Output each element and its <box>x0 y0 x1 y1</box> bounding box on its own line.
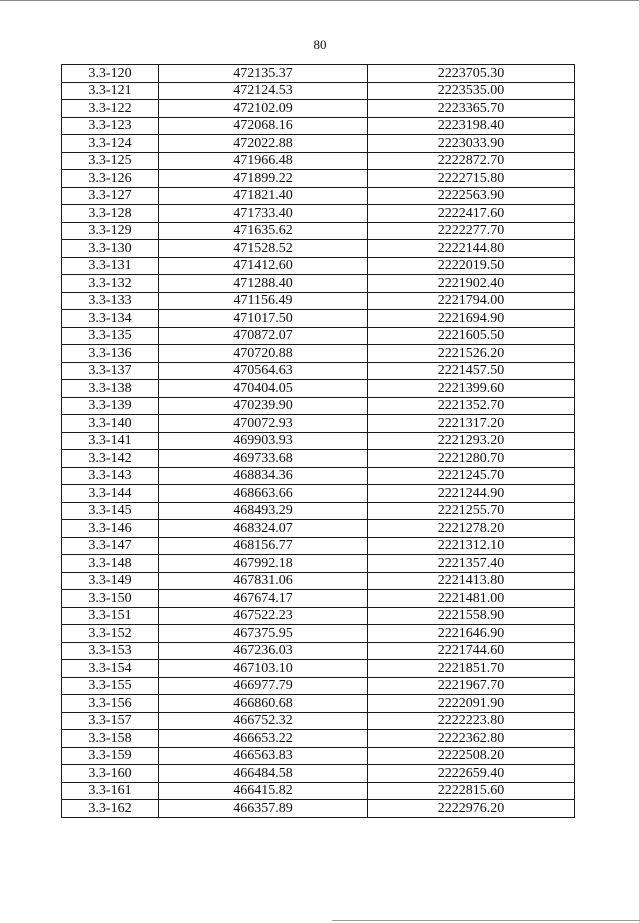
y-coordinate-cell: 2221558.90 <box>368 607 575 625</box>
point-id-cell: 3.3-126 <box>62 170 159 188</box>
point-id-cell: 3.3-120 <box>62 65 159 83</box>
x-coordinate-cell: 470872.07 <box>159 327 368 345</box>
table-row <box>62 607 575 625</box>
x-coordinate-cell: 472102.09 <box>159 100 368 118</box>
table-row <box>62 415 575 433</box>
point-id-cell: 3.3-154 <box>62 660 159 678</box>
page-number: 80 <box>313 37 327 52</box>
table-row <box>62 82 575 100</box>
point-id-cell: 3.3-144 <box>62 485 159 503</box>
table-row <box>62 170 575 188</box>
x-coordinate-cell: 470072.93 <box>159 415 368 433</box>
y-coordinate-cell: 2223535.00 <box>368 82 575 100</box>
table-row <box>62 450 575 468</box>
y-coordinate-cell: 2223365.70 <box>368 100 575 118</box>
point-id-cell: 3.3-157 <box>62 712 159 730</box>
point-id-cell: 3.3-137 <box>62 362 159 380</box>
y-coordinate-cell: 2223705.30 <box>368 65 575 83</box>
y-coordinate-cell: 2221255.70 <box>368 502 575 520</box>
x-coordinate-cell: 466415.82 <box>159 782 368 800</box>
table-row <box>62 275 575 293</box>
x-coordinate-cell: 471288.40 <box>159 275 368 293</box>
x-coordinate-cell: 468834.36 <box>159 467 368 485</box>
table-row <box>62 782 575 800</box>
table-row <box>62 135 575 153</box>
y-coordinate-cell: 2222659.40 <box>368 765 575 783</box>
point-id-cell: 3.3-140 <box>62 415 159 433</box>
table-row <box>62 327 575 345</box>
x-coordinate-cell: 467375.95 <box>159 625 368 643</box>
point-id-cell: 3.3-123 <box>62 117 159 135</box>
x-coordinate-cell: 466977.79 <box>159 677 368 695</box>
x-coordinate-cell: 471899.22 <box>159 170 368 188</box>
y-coordinate-cell: 2221399.60 <box>368 380 575 398</box>
point-id-cell: 3.3-136 <box>62 345 159 363</box>
point-id-cell: 3.3-124 <box>62 135 159 153</box>
table-row <box>62 187 575 205</box>
x-coordinate-cell: 470564.63 <box>159 362 368 380</box>
point-id-cell: 3.3-141 <box>62 432 159 450</box>
table-row <box>62 222 575 240</box>
table-row <box>62 380 575 398</box>
x-coordinate-cell: 467522.23 <box>159 607 368 625</box>
y-coordinate-cell: 2222417.60 <box>368 205 575 223</box>
y-coordinate-cell: 2221244.90 <box>368 485 575 503</box>
table-row <box>62 117 575 135</box>
y-coordinate-cell: 2221851.70 <box>368 660 575 678</box>
point-id-cell: 3.3-158 <box>62 730 159 748</box>
x-coordinate-cell: 471412.60 <box>159 257 368 275</box>
x-coordinate-cell: 471528.52 <box>159 240 368 258</box>
point-id-cell: 3.3-156 <box>62 695 159 713</box>
x-coordinate-cell: 468324.07 <box>159 520 368 538</box>
table-row <box>62 467 575 485</box>
point-id-cell: 3.3-125 <box>62 152 159 170</box>
table-row <box>62 205 575 223</box>
y-coordinate-cell: 2221278.20 <box>368 520 575 538</box>
y-coordinate-cell: 2222508.20 <box>368 747 575 765</box>
table-row <box>62 65 575 83</box>
point-id-cell: 3.3-145 <box>62 502 159 520</box>
y-coordinate-cell: 2223198.40 <box>368 117 575 135</box>
point-id-cell: 3.3-129 <box>62 222 159 240</box>
x-coordinate-cell: 466563.83 <box>159 747 368 765</box>
table-row <box>62 800 575 818</box>
table-row <box>62 677 575 695</box>
table-row <box>62 572 575 590</box>
table-row <box>62 660 575 678</box>
x-coordinate-cell: 466752.32 <box>159 712 368 730</box>
y-coordinate-cell: 2222872.70 <box>368 152 575 170</box>
table-row <box>62 642 575 660</box>
y-coordinate-cell: 2221481.00 <box>368 590 575 608</box>
x-coordinate-cell: 467236.03 <box>159 642 368 660</box>
coordinates-table-body <box>62 65 575 818</box>
table-row <box>62 747 575 765</box>
y-coordinate-cell: 2221605.50 <box>368 327 575 345</box>
y-coordinate-cell: 2222563.90 <box>368 187 575 205</box>
point-id-cell: 3.3-131 <box>62 257 159 275</box>
x-coordinate-cell: 471733.40 <box>159 205 368 223</box>
y-coordinate-cell: 2222019.50 <box>368 257 575 275</box>
y-coordinate-cell: 2223033.90 <box>368 135 575 153</box>
x-coordinate-cell: 472068.16 <box>159 117 368 135</box>
x-coordinate-cell: 468663.66 <box>159 485 368 503</box>
x-coordinate-cell: 472135.37 <box>159 65 368 83</box>
point-id-cell: 3.3-142 <box>62 450 159 468</box>
y-coordinate-cell: 2221457.50 <box>368 362 575 380</box>
y-coordinate-cell: 2222362.80 <box>368 730 575 748</box>
point-id-cell: 3.3-147 <box>62 537 159 555</box>
y-coordinate-cell: 2221694.90 <box>368 310 575 328</box>
table-row <box>62 257 575 275</box>
y-coordinate-cell: 2221744.60 <box>368 642 575 660</box>
point-id-cell: 3.3-128 <box>62 205 159 223</box>
table-row <box>62 397 575 415</box>
point-id-cell: 3.3-130 <box>62 240 159 258</box>
point-id-cell: 3.3-143 <box>62 467 159 485</box>
table-row <box>62 485 575 503</box>
x-coordinate-cell: 468156.77 <box>159 537 368 555</box>
table-row <box>62 590 575 608</box>
y-coordinate-cell: 2221352.70 <box>368 397 575 415</box>
point-id-cell: 3.3-153 <box>62 642 159 660</box>
table-row <box>62 292 575 310</box>
point-id-cell: 3.3-127 <box>62 187 159 205</box>
point-id-cell: 3.3-121 <box>62 82 159 100</box>
point-id-cell: 3.3-150 <box>62 590 159 608</box>
x-coordinate-cell: 466653.22 <box>159 730 368 748</box>
table-row <box>62 695 575 713</box>
x-coordinate-cell: 471635.62 <box>159 222 368 240</box>
y-coordinate-cell: 2221794.00 <box>368 292 575 310</box>
point-id-cell: 3.3-139 <box>62 397 159 415</box>
y-coordinate-cell: 2222144.80 <box>368 240 575 258</box>
x-coordinate-cell: 467831.06 <box>159 572 368 590</box>
x-coordinate-cell: 467992.18 <box>159 555 368 573</box>
y-coordinate-cell: 2221312.10 <box>368 537 575 555</box>
x-coordinate-cell: 471017.50 <box>159 310 368 328</box>
y-coordinate-cell: 2221245.70 <box>368 467 575 485</box>
point-id-cell: 3.3-155 <box>62 677 159 695</box>
y-coordinate-cell: 2221646.90 <box>368 625 575 643</box>
table-row <box>62 240 575 258</box>
coordinates-table <box>61 64 575 818</box>
y-coordinate-cell: 2222815.60 <box>368 782 575 800</box>
x-coordinate-cell: 466484.58 <box>159 765 368 783</box>
table-row <box>62 765 575 783</box>
y-coordinate-cell: 2221357.40 <box>368 555 575 573</box>
y-coordinate-cell: 2222715.80 <box>368 170 575 188</box>
y-coordinate-cell: 2222976.20 <box>368 800 575 818</box>
table-row <box>62 520 575 538</box>
x-coordinate-cell: 471156.49 <box>159 292 368 310</box>
point-id-cell: 3.3-148 <box>62 555 159 573</box>
scan-edge-bottom <box>332 920 640 921</box>
y-coordinate-cell: 2221280.70 <box>368 450 575 468</box>
point-id-cell: 3.3-138 <box>62 380 159 398</box>
table-row <box>62 555 575 573</box>
x-coordinate-cell: 468493.29 <box>159 502 368 520</box>
table-row <box>62 345 575 363</box>
y-coordinate-cell: 2221902.40 <box>368 275 575 293</box>
x-coordinate-cell: 467674.17 <box>159 590 368 608</box>
point-id-cell: 3.3-152 <box>62 625 159 643</box>
table-row <box>62 152 575 170</box>
point-id-cell: 3.3-160 <box>62 765 159 783</box>
point-id-cell: 3.3-133 <box>62 292 159 310</box>
x-coordinate-cell: 472022.88 <box>159 135 368 153</box>
point-id-cell: 3.3-135 <box>62 327 159 345</box>
y-coordinate-cell: 2222223.80 <box>368 712 575 730</box>
y-coordinate-cell: 2221967.70 <box>368 677 575 695</box>
table-row <box>62 432 575 450</box>
table-row <box>62 730 575 748</box>
table-row <box>62 310 575 328</box>
x-coordinate-cell: 470720.88 <box>159 345 368 363</box>
y-coordinate-cell: 2222277.70 <box>368 222 575 240</box>
point-id-cell: 3.3-161 <box>62 782 159 800</box>
table-row <box>62 100 575 118</box>
table-row <box>62 537 575 555</box>
x-coordinate-cell: 466860.68 <box>159 695 368 713</box>
point-id-cell: 3.3-132 <box>62 275 159 293</box>
x-coordinate-cell: 470239.90 <box>159 397 368 415</box>
x-coordinate-cell: 471966.48 <box>159 152 368 170</box>
point-id-cell: 3.3-149 <box>62 572 159 590</box>
x-coordinate-cell: 466357.89 <box>159 800 368 818</box>
table-row <box>62 625 575 643</box>
y-coordinate-cell: 2221526.20 <box>368 345 575 363</box>
x-coordinate-cell: 469903.93 <box>159 432 368 450</box>
point-id-cell: 3.3-159 <box>62 747 159 765</box>
scan-edge-top <box>0 0 640 1</box>
y-coordinate-cell: 2221293.20 <box>368 432 575 450</box>
x-coordinate-cell: 469733.68 <box>159 450 368 468</box>
table-row <box>62 362 575 380</box>
y-coordinate-cell: 2221317.20 <box>368 415 575 433</box>
x-coordinate-cell: 467103.10 <box>159 660 368 678</box>
point-id-cell: 3.3-162 <box>62 800 159 818</box>
table-row <box>62 712 575 730</box>
point-id-cell: 3.3-151 <box>62 607 159 625</box>
y-coordinate-cell: 2221413.80 <box>368 572 575 590</box>
point-id-cell: 3.3-122 <box>62 100 159 118</box>
y-coordinate-cell: 2222091.90 <box>368 695 575 713</box>
x-coordinate-cell: 471821.40 <box>159 187 368 205</box>
table-row <box>62 502 575 520</box>
x-coordinate-cell: 470404.05 <box>159 380 368 398</box>
point-id-cell: 3.3-146 <box>62 520 159 538</box>
point-id-cell: 3.3-134 <box>62 310 159 328</box>
x-coordinate-cell: 472124.53 <box>159 82 368 100</box>
